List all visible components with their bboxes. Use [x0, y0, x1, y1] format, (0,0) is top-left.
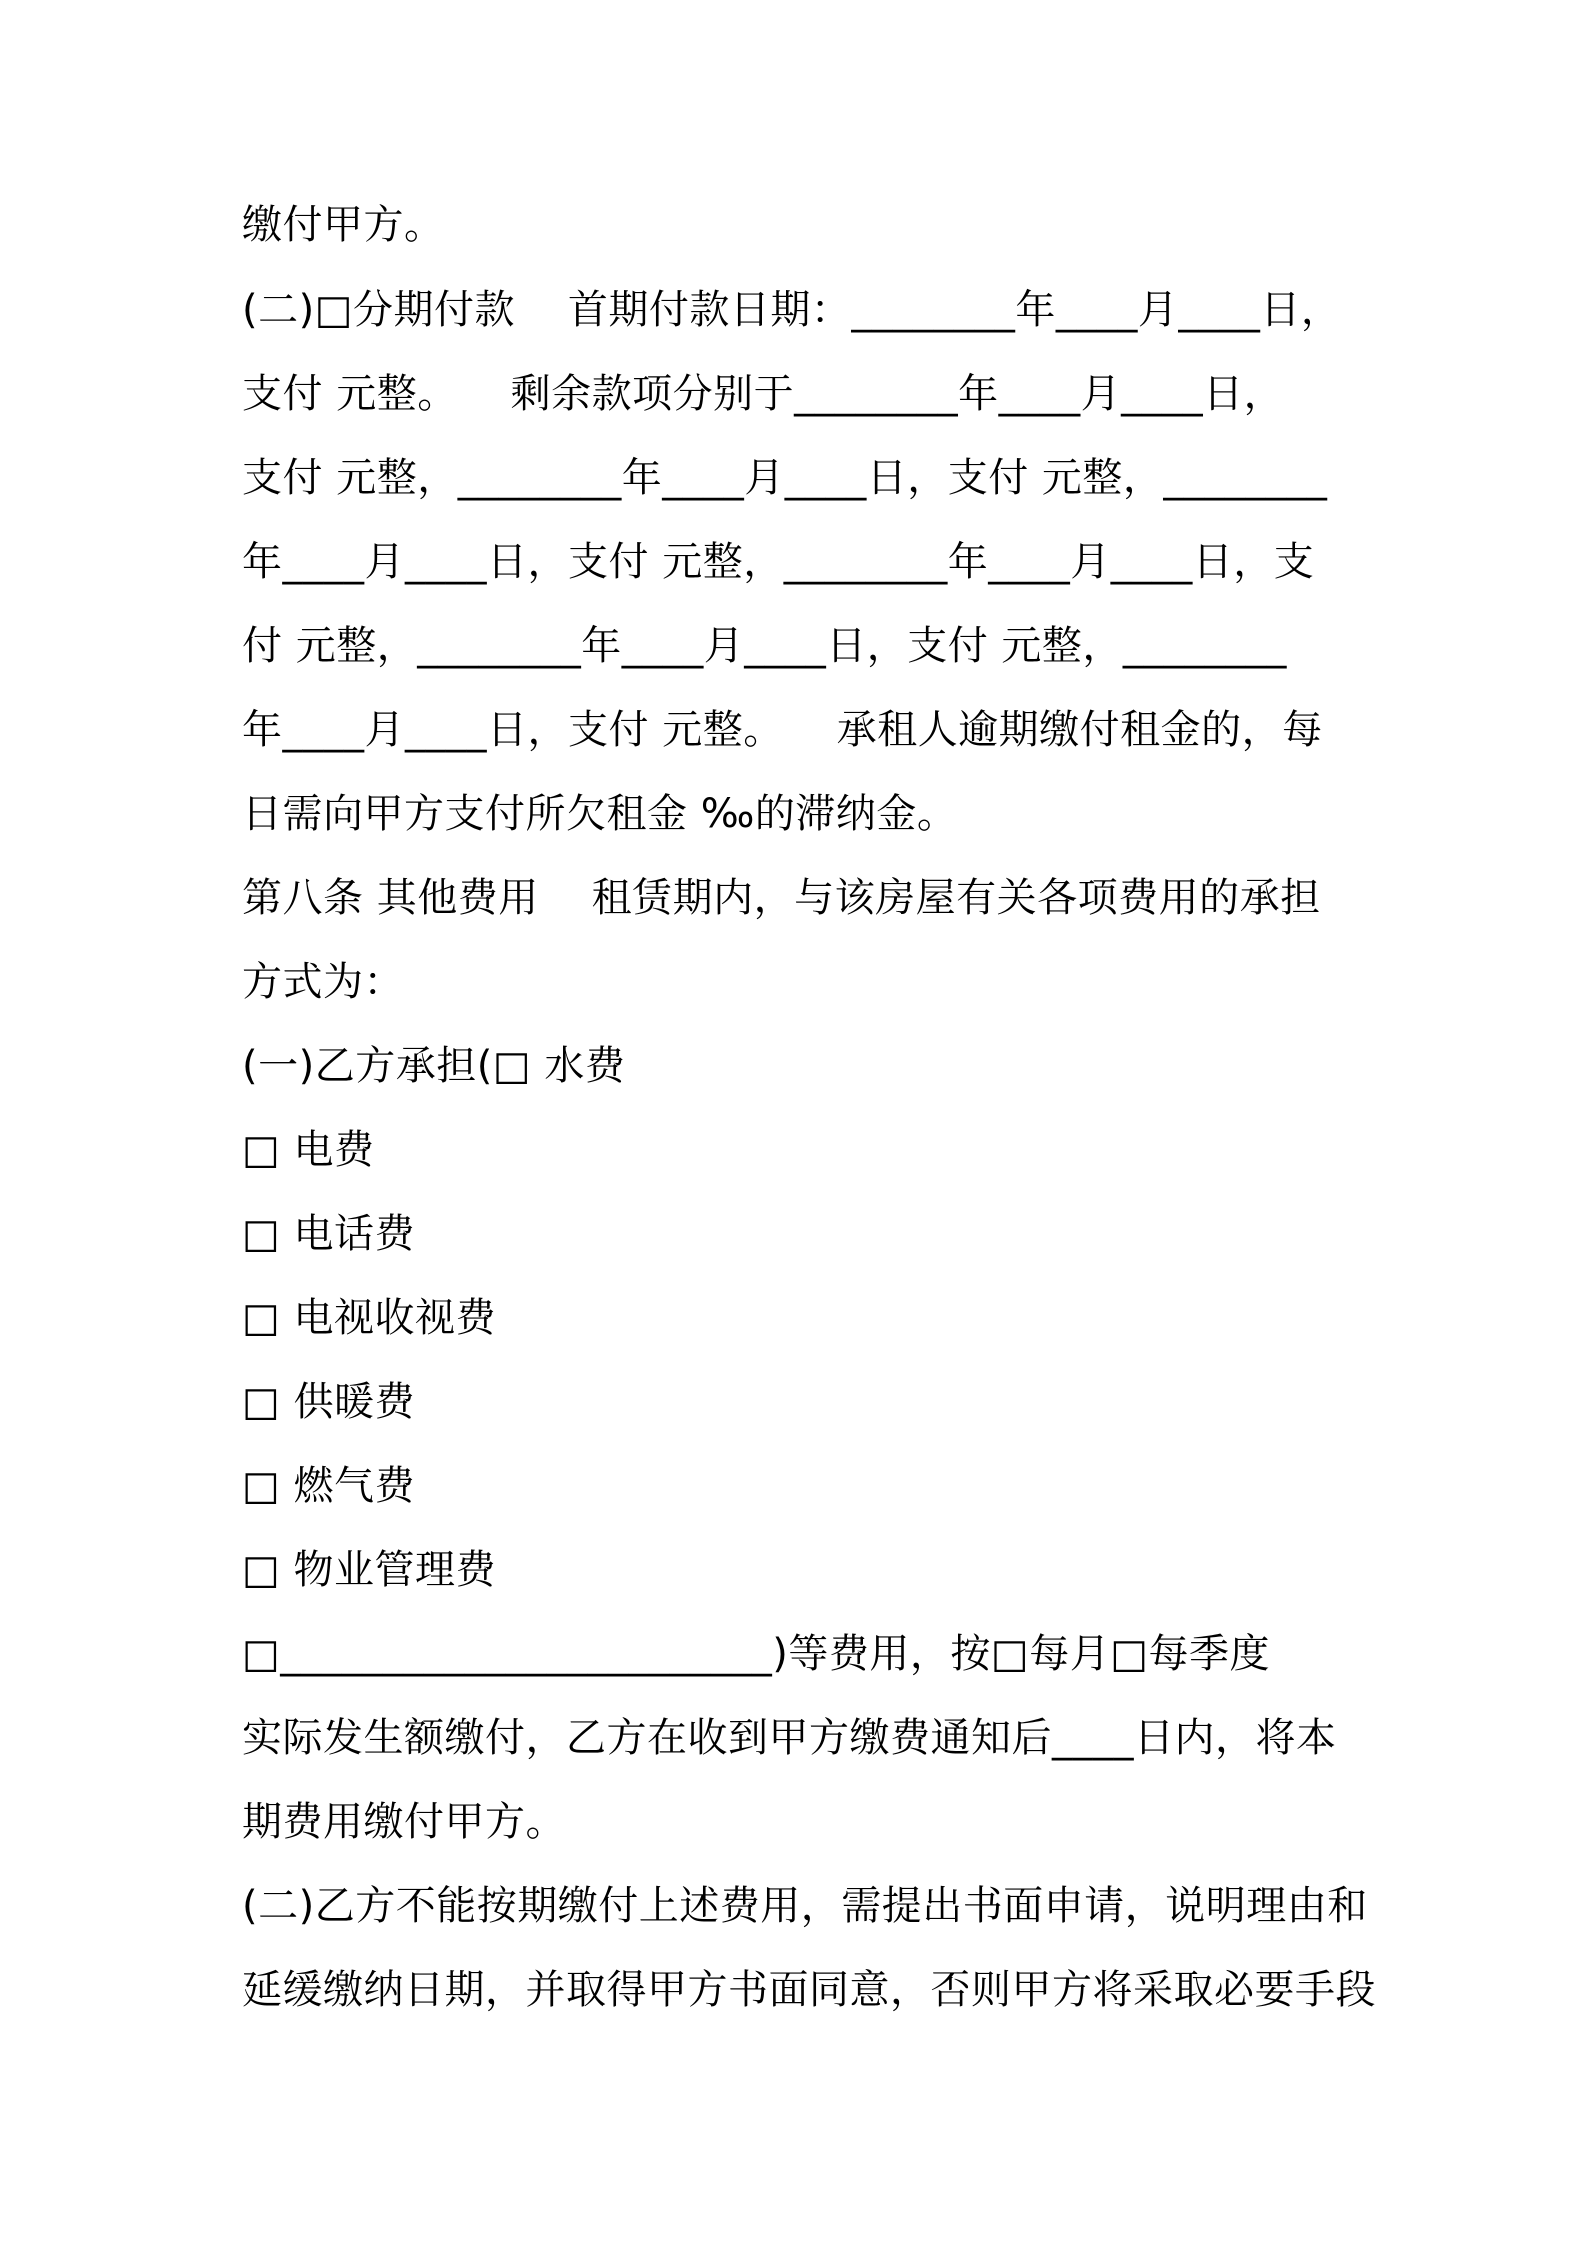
text-line: 实际发生额缴付，乙方在收到甲方缴费通知后____日内，将本 [242, 1715, 1337, 1761]
checkbox-item: □ 供暖费 [242, 1379, 416, 1425]
text-line: 支付 元整。 剩余款项分别于________年____月____日， [242, 371, 1285, 417]
text-line: 缴付甲方。 [242, 202, 445, 248]
text-line: (二)□分期付款 首期付款日期：________年____月____日， [242, 287, 1342, 333]
checkbox-item: □ 物业管理费 [242, 1547, 497, 1593]
text-line: (一)乙方承担(□ 水费 [242, 1043, 626, 1089]
checkbox-item: □ 燃气费 [242, 1463, 416, 1509]
checkbox-item: □ 电话费 [242, 1211, 416, 1257]
section-heading: 第八条 其他费用 租赁期内，与该房屋有关各项费用的承担 [242, 875, 1321, 921]
text-line: 年____月____日，支付 元整。 承租人逾期缴付租金的，每 [242, 707, 1323, 753]
text-line: (二)乙方不能按期缴付上述费用，需提出书面申请，说明理由和 [242, 1883, 1368, 1929]
checkbox-item: □ 电费 [242, 1127, 375, 1173]
checkbox-item: □ 电视收视费 [242, 1295, 497, 1341]
text-line: 期费用缴付甲方。 [242, 1799, 566, 1845]
text-line: 付 元整，________年____月____日，支付 元整，________ [242, 623, 1287, 669]
text-line: 延缓缴纳日期，并取得甲方书面同意，否则甲方将采取必要手段 [242, 1967, 1376, 2013]
text-line: 方式为： [242, 959, 404, 1005]
text-line: 支付 元整，________年____月____日，支付 元整，________ [242, 455, 1328, 501]
text-line: □________________________)等费用，按□每月□每季度 [242, 1631, 1270, 1677]
text-line: 日需向甲方支付所欠租金 ‰的滞纳金。 [242, 791, 958, 837]
text-line: 年____月____日，支付 元整，________年____月____日，支 [242, 539, 1315, 585]
